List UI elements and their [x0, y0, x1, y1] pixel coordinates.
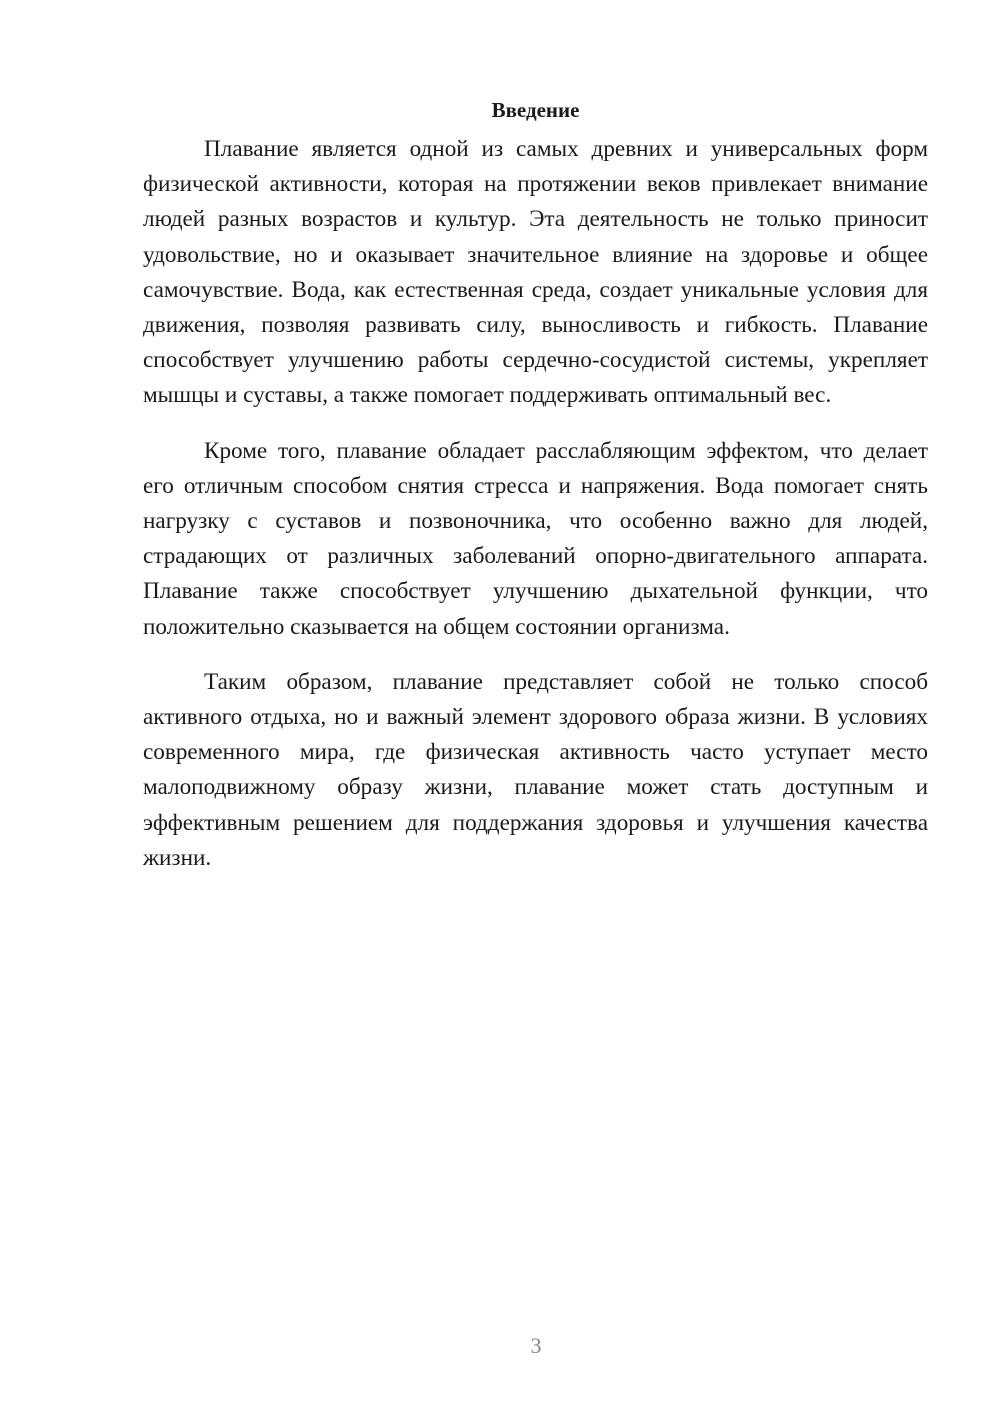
page-number: 3 — [530, 1333, 542, 1358]
page-body — [143, 95, 928, 896]
paragraph-1: Плавание является одной из самых древних и универсальных форм физической активности, которая на протяжении веков привлекает внимание людей разных возрастов и культур. Эта деятельность не только приносит удовольствие, но и оказывает значительное влияние на здоровье и общее самочувствие. Вода, как естественная среда, создает уникальные условия для движения, позволяя развивать силу, выносливость и гибкость. Плавание способствует улучшению работы сердечно-сосудистой системы, укрепляет мышцы и суставы, а также помогает поддерживать оптимальный вес. — [143, 136, 928, 409]
paragraph-3: Таким образом, плавание представляет собой не только способ активного отдыха, но и важный элемент здорового образа жизни. В условиях современного мира, где физическая активность часто уступает место малоподвижному образу жизни, плавание может стать доступным и эффективным решением для поддержания здоровья и улучшения качества жизни. — [143, 668, 928, 871]
section-title: Введение — [491, 98, 580, 122]
paragraph-2: Кроме того, плавание обладает расслабляющим эффектом, что делает его отличным способом снятия стресса и напряжения. Вода помогает снять нагрузку с суставов и позвоночника, что особенно важно для людей, страдающих от различных заболеваний опорно-двигательного аппарата. Плавание также способствует улучшению дыхательной функции, что положительно сказывается на общем состоянии организма. — [143, 437, 928, 640]
